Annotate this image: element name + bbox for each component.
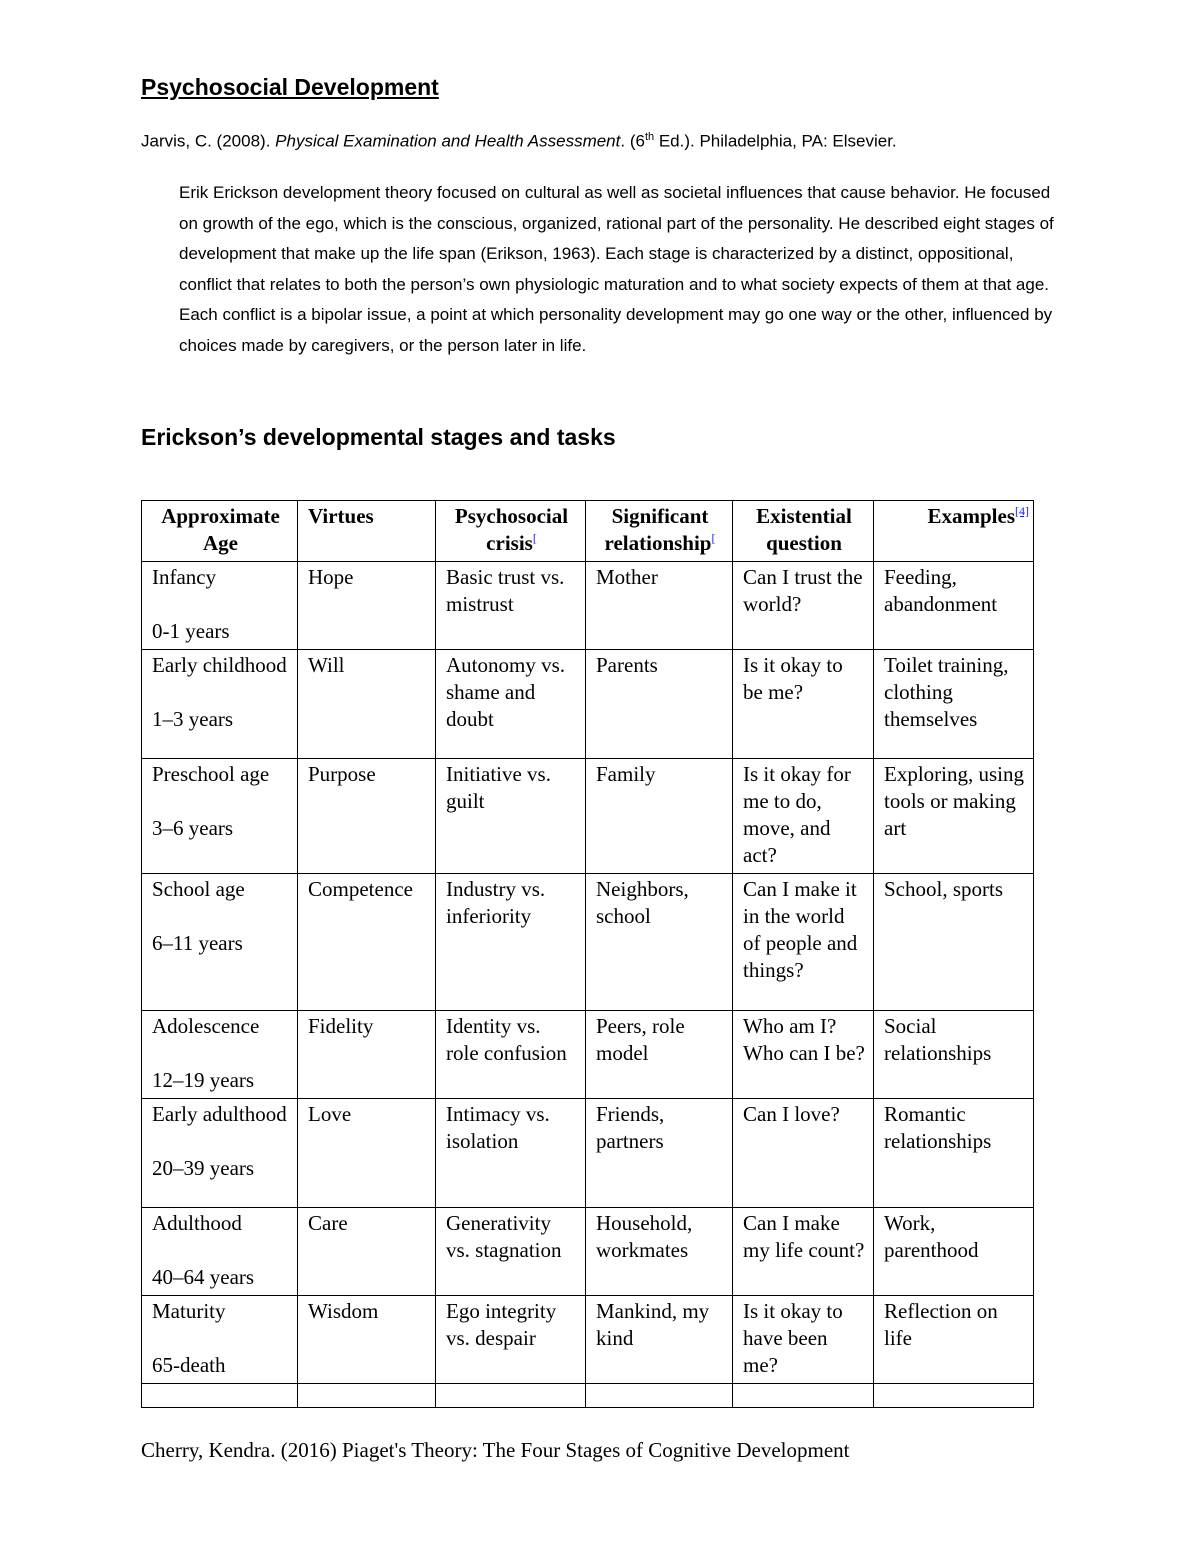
cell-examples: Romantic relationships — [874, 1099, 1034, 1208]
header-age-label: Approximate Age — [161, 504, 280, 555]
cell-examples: Feeding, abandonment — [874, 562, 1034, 650]
stage-name: Infancy — [152, 565, 217, 589]
cell-virtue: Wisdom — [298, 1296, 436, 1384]
cell-empty — [874, 1384, 1034, 1408]
stage-years: 1–3 years — [152, 707, 234, 731]
cell-crisis: Intimacy vs. isolation — [436, 1099, 586, 1208]
cell-virtue: Purpose — [298, 759, 436, 874]
cell-age — [142, 1011, 298, 1099]
stage-years: 40–64 years — [152, 1265, 255, 1289]
cell-virtue: Fidelity — [298, 1011, 436, 1099]
table-header-row — [142, 501, 1034, 562]
table-row — [142, 1208, 1034, 1296]
footer-reference: Cherry, Kendra. (2016) Piaget's Theory: The Four Stages of Cognitive Development — [141, 1438, 850, 1462]
table-row — [142, 759, 1034, 874]
cell-question: Can I make my life count? — [733, 1208, 874, 1296]
table-row — [142, 874, 1034, 1011]
header-examples-label: Examples — [927, 504, 1015, 528]
cell-relationship: Mankind, my kind — [586, 1296, 733, 1384]
cell-age — [142, 650, 298, 759]
stage-name: Early adulthood — [152, 1102, 287, 1126]
cell-question: Is it okay to have been me? — [733, 1296, 874, 1384]
header-question-label: Existential question — [756, 504, 852, 555]
footnote-link[interactable]: [4] — [1015, 504, 1029, 518]
cell-relationship: Parents — [586, 650, 733, 759]
header-relationship-label: Significant relationship — [604, 504, 712, 555]
body-paragraph: Erik Erickson development theory focused on cultural as well as societal influences that cause behavior. He focused on growth of the ego, which is the conscious, organized, rational part of the personality. He described eight stages of development that make up the life span (Erikson, 1963). Each stage is characterized by a distinct, oppositional, conflict that relates to both the person’s own physiologic maturation and to what society expects of them at that age. Each conflict is a bipolar issue, a point at which personality development may go one way or the other, influenced by choices made by caregivers, or the person later in life. — [179, 183, 1054, 355]
cell-question: Is it okay for me to do, move, and act? — [733, 759, 874, 874]
cell-age — [142, 1208, 298, 1296]
header-crisis-label: Psychosocial crisis — [454, 504, 569, 555]
cell-empty — [298, 1384, 436, 1408]
cell-empty — [733, 1384, 874, 1408]
cell-crisis: Basic trust vs. mistrust — [436, 562, 586, 650]
cell-empty — [436, 1384, 586, 1408]
cell-relationship: Mother — [586, 562, 733, 650]
cell-relationship: Neighbors, school — [586, 874, 733, 1011]
stages-table — [141, 500, 1034, 1408]
stage-years: 0-1 years — [152, 619, 230, 643]
header-age — [142, 501, 298, 562]
header-question — [733, 501, 874, 562]
header-virtues — [298, 501, 436, 562]
cell-crisis: Autonomy vs. shame and doubt — [436, 650, 586, 759]
stage-name: Maturity — [152, 1299, 226, 1323]
cell-examples: Exploring, using tools or making art — [874, 759, 1034, 874]
cell-relationship: Peers, role model — [586, 1011, 733, 1099]
cell-age — [142, 759, 298, 874]
cell-examples: School, sports — [874, 874, 1034, 1011]
cell-crisis: Ego integrity vs. despair — [436, 1296, 586, 1384]
cell-age — [142, 562, 298, 650]
stage-name: Early childhood — [152, 653, 287, 677]
citation-edition-post: Ed.). Philadelphia, PA: Elsevier. — [654, 131, 897, 151]
cell-crisis: Initiative vs. guilt — [436, 759, 586, 874]
cell-age — [142, 1099, 298, 1208]
cell-relationship: Family — [586, 759, 733, 874]
citation-book-title: Physical Examination and Health Assessment — [275, 131, 621, 151]
cell-empty — [142, 1384, 298, 1408]
table-heading: Erickson’s developmental stages and tasks — [141, 424, 616, 450]
stage-years: 20–39 years — [152, 1156, 255, 1180]
cell-virtue: Will — [298, 650, 436, 759]
page-title: Psychosocial Development — [141, 74, 439, 100]
cell-relationship: Household, workmates — [586, 1208, 733, 1296]
cell-crisis: Industry vs. inferiority — [436, 874, 586, 1011]
cell-examples: Toilet training, clothing themselves — [874, 650, 1034, 759]
cell-empty — [586, 1384, 733, 1408]
cell-question: Can I love? — [733, 1099, 874, 1208]
citation — [141, 131, 897, 152]
cell-examples: Social relationships — [874, 1011, 1034, 1099]
cell-virtue: Competence — [298, 874, 436, 1011]
header-crisis — [436, 501, 586, 562]
header-virtues-label: Virtues — [308, 504, 374, 528]
header-relationship — [586, 501, 733, 562]
table-row-empty — [142, 1384, 1034, 1408]
footnote-link[interactable]: [ — [532, 531, 537, 545]
stage-years: 3–6 years — [152, 816, 234, 840]
stage-years: 6–11 years — [152, 931, 243, 955]
citation-edition-sup: th — [644, 131, 655, 143]
cell-virtue: Love — [298, 1099, 436, 1208]
cell-question: Can I make it in the world of people and things? — [733, 874, 874, 1011]
table-row — [142, 650, 1034, 759]
stage-years: 12–19 years — [152, 1068, 255, 1092]
citation-authors: Jarvis, C. (2008). — [141, 131, 276, 151]
cell-virtue: Care — [298, 1208, 436, 1296]
cell-examples: Work, parenthood — [874, 1208, 1034, 1296]
stage-years: 65-death — [152, 1353, 226, 1377]
cell-relationship: Friends, partners — [586, 1099, 733, 1208]
footnote-link[interactable]: [ — [711, 531, 716, 545]
table-row — [142, 562, 1034, 650]
header-examples — [874, 501, 1034, 562]
cell-examples: Reflection on life — [874, 1296, 1034, 1384]
cell-age — [142, 1296, 298, 1384]
cell-crisis: Identity vs. role confusion — [436, 1011, 586, 1099]
stage-name: School age — [152, 877, 245, 901]
table-row — [142, 1296, 1034, 1384]
stage-name: Adulthood — [152, 1211, 242, 1235]
stage-name: Preschool age — [152, 762, 270, 786]
cell-question: Is it okay to be me? — [733, 650, 874, 759]
stage-name: Adolescence — [152, 1014, 260, 1038]
cell-question: Can I trust the world? — [733, 562, 874, 650]
table-row — [142, 1099, 1034, 1208]
cell-crisis: Generativity vs. stagnation — [436, 1208, 586, 1296]
citation-edition-pre: . (6 — [620, 131, 645, 151]
cell-virtue: Hope — [298, 562, 436, 650]
cell-age — [142, 874, 298, 1011]
table-row — [142, 1011, 1034, 1099]
cell-question: Who am I? Who can I be? — [733, 1011, 874, 1099]
